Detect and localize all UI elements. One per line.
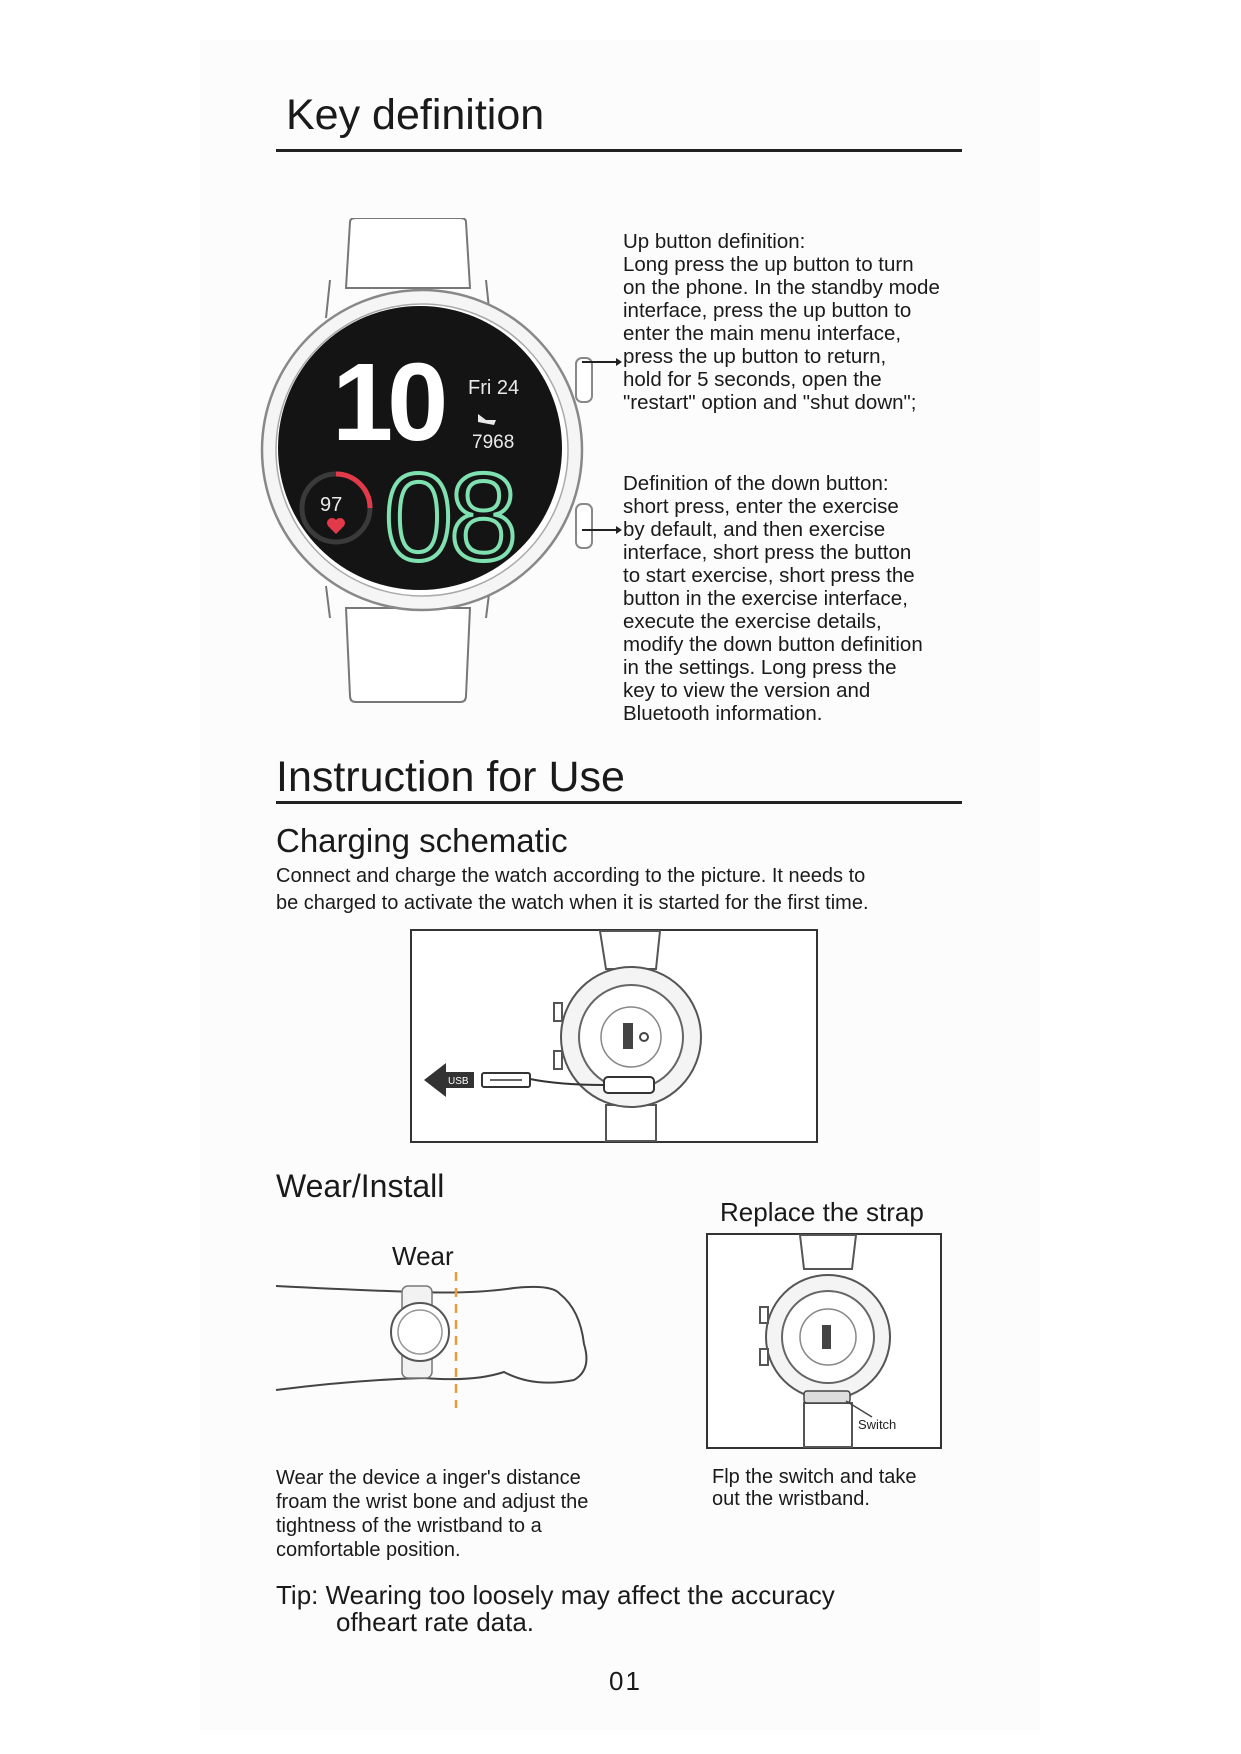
watch-illustration — [260, 218, 600, 704]
watch-steps: 7968 — [472, 432, 515, 453]
up-button-definition: Up button definition: Long press the up button to turn on the phone. In the standby mode interface, press the up button to enter the main menu interface, press the up button to return, hold for 5 seconds, open the "restart" option and "shut down"; — [623, 230, 940, 414]
charging-heading: Charging schematic — [276, 822, 568, 859]
wear-label: Wear — [392, 1241, 454, 1271]
replace-strap-label: Replace the strap — [720, 1197, 924, 1227]
arrow-right-icon — [616, 358, 622, 366]
switch-label: Switch — [858, 1417, 897, 1432]
down-button-definition: Definition of the down button: short press, enter the exercise by default, and then exercise interface, short press the button to start exercise, short press the button in the exercise interface, execute the exercise details, modify the down button definition in the settings. Long press the key to view the version and Bluetooth information. — [623, 472, 923, 725]
charging-illustration — [410, 929, 818, 1143]
section-title-key-definition: Key definition — [286, 91, 545, 139]
watch-heart-rate: 97 — [320, 494, 343, 516]
wear-illustration — [274, 1272, 626, 1412]
watch-hour: 10 — [332, 341, 443, 464]
usb-label: USB — [448, 1076, 469, 1087]
wear-install-heading: Wear/Install — [276, 1168, 445, 1204]
button-pointers — [580, 352, 624, 542]
watch-date: Fri 24 — [468, 377, 520, 399]
tip-line-1: Tip: Wearing too loosely may affect the accuracy — [276, 1580, 835, 1610]
wear-text: Wear the device a inger's distance froam the wrist bone and adjust the tightness of the wristband to a comfortable position. — [276, 1467, 589, 1561]
tip-line-2: ofheart rate data. — [336, 1607, 535, 1637]
page-number: 01 — [609, 1666, 642, 1696]
watch-minute: 08 — [384, 449, 514, 587]
charging-text: Connect and charge the watch according to the picture. It needs to be charged to activate the watch when it is started for the first time. — [276, 865, 869, 914]
arrow-right-icon — [616, 526, 622, 534]
title-divider — [276, 149, 962, 152]
replace-strap-illustration — [706, 1233, 942, 1449]
replace-text: Flp the switch and take out the wristband. — [712, 1466, 917, 1510]
section-title-instruction: Instruction for Use — [276, 753, 625, 801]
title-divider — [276, 801, 962, 804]
